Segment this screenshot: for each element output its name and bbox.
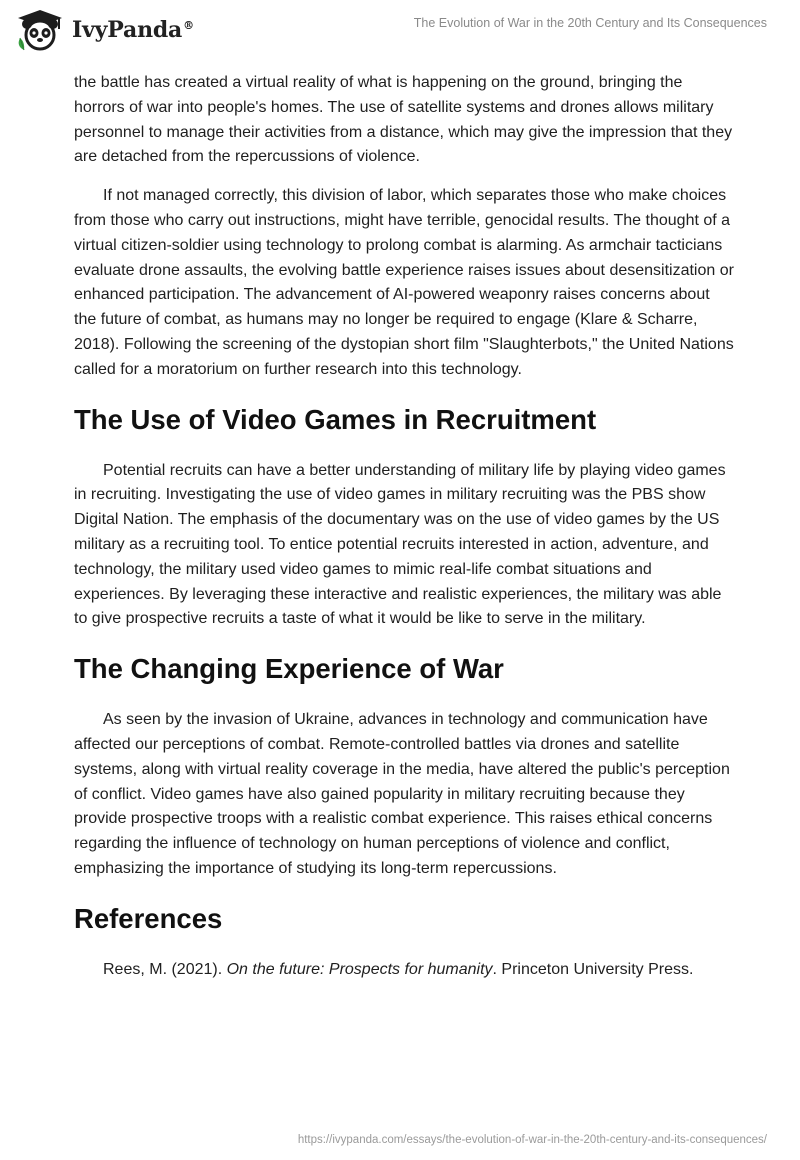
brand-name: IvyPanda®: [72, 17, 194, 43]
reference-entry: Rees, M. (2021). On the future: Prospects for humanity. Princeton University Press.: [103, 960, 694, 978]
heading-references: References: [74, 902, 223, 934]
page-header: [0, 0, 800, 70]
paragraph-continued: the battle has created a virtual reality of what is happening on the ground, bringing the horrors of war into people's homes. The use of satellite systems and drones allows military personnel to manage their activities from a distance, which may give the impression that they are detached from the repercussions of violence.: [74, 74, 733, 166]
document-title: The Evolution of War in the 20th Century and Its Consequences: [413, 16, 767, 30]
heading-video-games-recruitment: The Use of Video Games in Recruitment: [74, 403, 597, 435]
heading-changing-experience: The Changing Experience of War: [74, 653, 504, 685]
brand-logo[interactable]: [14, 8, 194, 52]
panda-icon: [14, 8, 66, 52]
essay-content: [74, 71, 734, 997]
paragraph-video-games: Potential recruits can have a better understanding of military life by playing video games in recruiting. Investigating the use of video games in military recruiting was the PBS show Digital Nation. The emphasis of the documentary was on the use of video games by the US military as a recruiting tool. To entice potential recruits interested in action, adventure, and technology, the military used video games to mimic real-life combat situations and experiences. By leveraging these interactive and realistic experiences, the military was able to give prospective recruits a taste of what it would be like to serve in the military.: [74, 461, 726, 628]
page-url[interactable]: https://ivypanda.com/essays/the-evolution-of-war-in-the-20th-century-and-its-consequences/: [297, 1134, 767, 1146]
paragraph-changing-experience: As seen by the invasion of Ukraine, advances in technology and communication have affected our perceptions of combat. Remote-controlled battles via drones and satellite systems, along with virtual reality coverage in the media, have altered the public's perception of conflict. Video games have also gained popularity in military recruiting because they provide prospective troops with a realistic combat experience. This raises ethical concerns regarding the influence of technology on human perceptions of violence and conflict, emphasizing the importance of studying its long-term repercussions.: [74, 711, 730, 877]
paragraph-division-of-labor: If not managed correctly, this division of labor, which separates those who make choices from those who carry out instructions, might have terrible, genocidal results. The thought of a virtual citizen-soldier using technology to prolong combat is alarming. As armchair tacticians evaluate drone assaults, the evolving battle experience raises issues about desensitization or enhanced participation. The advancement of AI-powered weaponry raises concerns about the future of combat, as humans may no longer be required to engage (Klare & Scharre, 2018). Following the screening of the dystopian short film "Slaughterbots," the United Nations called for a moratorium on further research into this technology.: [74, 187, 734, 378]
